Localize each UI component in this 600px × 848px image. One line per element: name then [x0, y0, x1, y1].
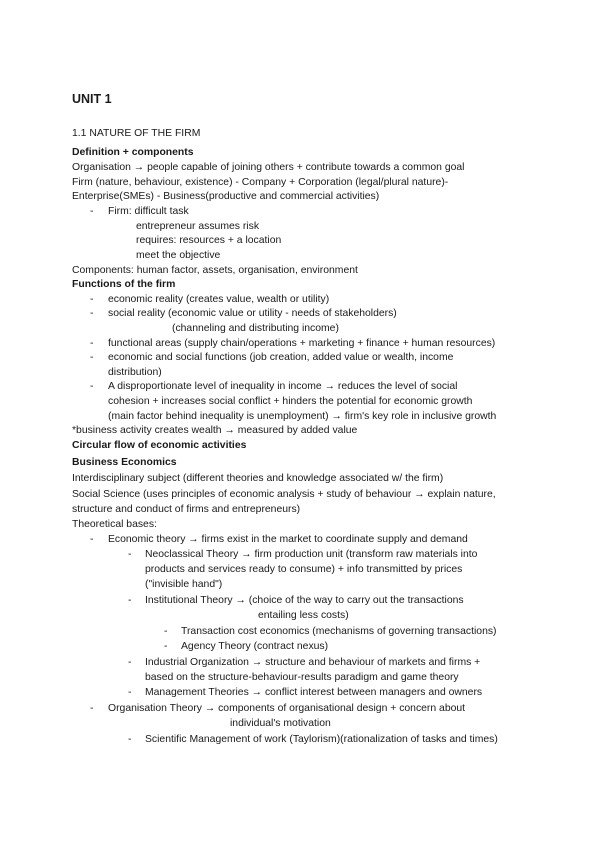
firm-sub-1: entrepreneur assumes risk	[136, 221, 260, 232]
bullet-dash: -	[128, 549, 132, 560]
firm-sub-3: meet the objective	[136, 250, 221, 261]
business-economics-line-1: Interdisciplinary subject (different theories and knowledge associated w/ the firm)	[72, 473, 444, 484]
organisation-theory-cont: individual's motivation	[230, 718, 331, 729]
scientific-management-item: Scientific Management of work (Taylorism)(rationalization of tasks and times)	[145, 734, 498, 745]
bullet-dash: -	[128, 734, 132, 745]
components-line: Components: human factor, assets, organisation, environment	[72, 265, 358, 276]
agency-theory-item: Agency Theory (contract nexus)	[181, 641, 329, 652]
economic-theory-item: Economic theory → firms exist in the market to coordinate supply and demand	[108, 534, 468, 545]
firm-sub-2: requires: resources + a location	[136, 235, 282, 246]
organisation-theory-item: Organisation Theory → components of organisational design + concern about	[108, 703, 466, 714]
functions-item-5: A disproportionate level of inequality in income → reduces the level of social	[108, 381, 458, 392]
bullet-dash: -	[128, 657, 132, 668]
bullet-dash: -	[164, 641, 168, 652]
business-economics-heading: Business Economics	[72, 457, 177, 468]
business-economics-line-3: structure and conduct of firms and entrepreneurs)	[72, 504, 301, 515]
functions-item-5-cont-2: (main factor behind inequality is unemployment) → firm's key role in inclusive growth	[108, 411, 497, 422]
bullet-dash: -	[90, 308, 94, 319]
theoretical-bases-label: Theoretical bases:	[72, 519, 157, 530]
functions-item-2: social reality (economic value or utility - needs of stakeholders)	[108, 308, 397, 319]
section-title: 1.1 NATURE OF THE FIRM	[72, 128, 201, 139]
bullet-dash: -	[128, 687, 132, 698]
functions-item-1: economic reality (creates value, wealth or utility)	[108, 294, 330, 305]
functions-item-2-cont: (channeling and distributing income)	[172, 323, 339, 334]
bullet-dash: -	[90, 703, 94, 714]
bullet-dash: -	[90, 381, 94, 392]
functions-item-5-cont-1: cohesion + increases social conflict + hinders the potential for economic growth	[108, 396, 473, 407]
bullet-dash: -	[90, 338, 94, 349]
bullet-dash: -	[164, 626, 168, 637]
management-theories-item: Management Theories → conflict interest between managers and owners	[145, 687, 483, 698]
firm-item: Firm: difficult task	[108, 206, 189, 217]
industrial-org-item: Industrial Organization → structure and behaviour of markets and firms +	[145, 657, 481, 668]
industrial-org-cont: based on the structure-behaviour-results paradigm and game theory	[145, 672, 459, 683]
definition-line-3: Enterprise(SMEs) - Business(productive and commercial activities)	[72, 191, 380, 202]
business-economics-line-2: Social Science (uses principles of economic analysis + study of behaviour → explain nature,	[72, 489, 496, 500]
bullet-dash: -	[90, 352, 94, 363]
functions-item-3: functional areas (supply chain/operations + marketing + finance + human resources)	[108, 338, 496, 349]
circular-flow-heading: Circular flow of economic activities	[72, 440, 247, 451]
functions-item-4-cont: distribution)	[108, 367, 162, 378]
functions-heading: Functions of the firm	[72, 279, 176, 290]
neoclassical-cont-2: ("invisible hand")	[145, 579, 223, 590]
unit-title: UNIT 1	[72, 92, 112, 106]
transaction-cost-item: Transaction cost economics (mechanisms of governing transactions)	[181, 626, 497, 637]
added-value-note: *business activity creates wealth → measured by added value	[72, 425, 358, 436]
bullet-dash: -	[90, 534, 94, 545]
definition-heading: Definition + components	[72, 147, 194, 158]
functions-item-4: economic and social functions (job creation, added value or wealth, income	[108, 352, 454, 363]
institutional-cont: entailing less costs)	[258, 610, 349, 621]
bullet-dash: -	[90, 206, 94, 217]
definition-line-2: Firm (nature, behaviour, existence) - Company + Corporation (legal/plural nature)-	[72, 177, 449, 188]
institutional-item: Institutional Theory → (choice of the way to carry out the transactions	[145, 595, 464, 606]
bullet-dash: -	[128, 595, 132, 606]
neoclassical-cont-1: products and services ready to consume) + info transmitted by prices	[145, 564, 463, 575]
bullet-dash: -	[90, 294, 94, 305]
neoclassical-item: Neoclassical Theory → firm production unit (transform raw materials into	[145, 549, 478, 560]
definition-line-1: Organisation → people capable of joining others + contribute towards a common goal	[72, 162, 465, 173]
